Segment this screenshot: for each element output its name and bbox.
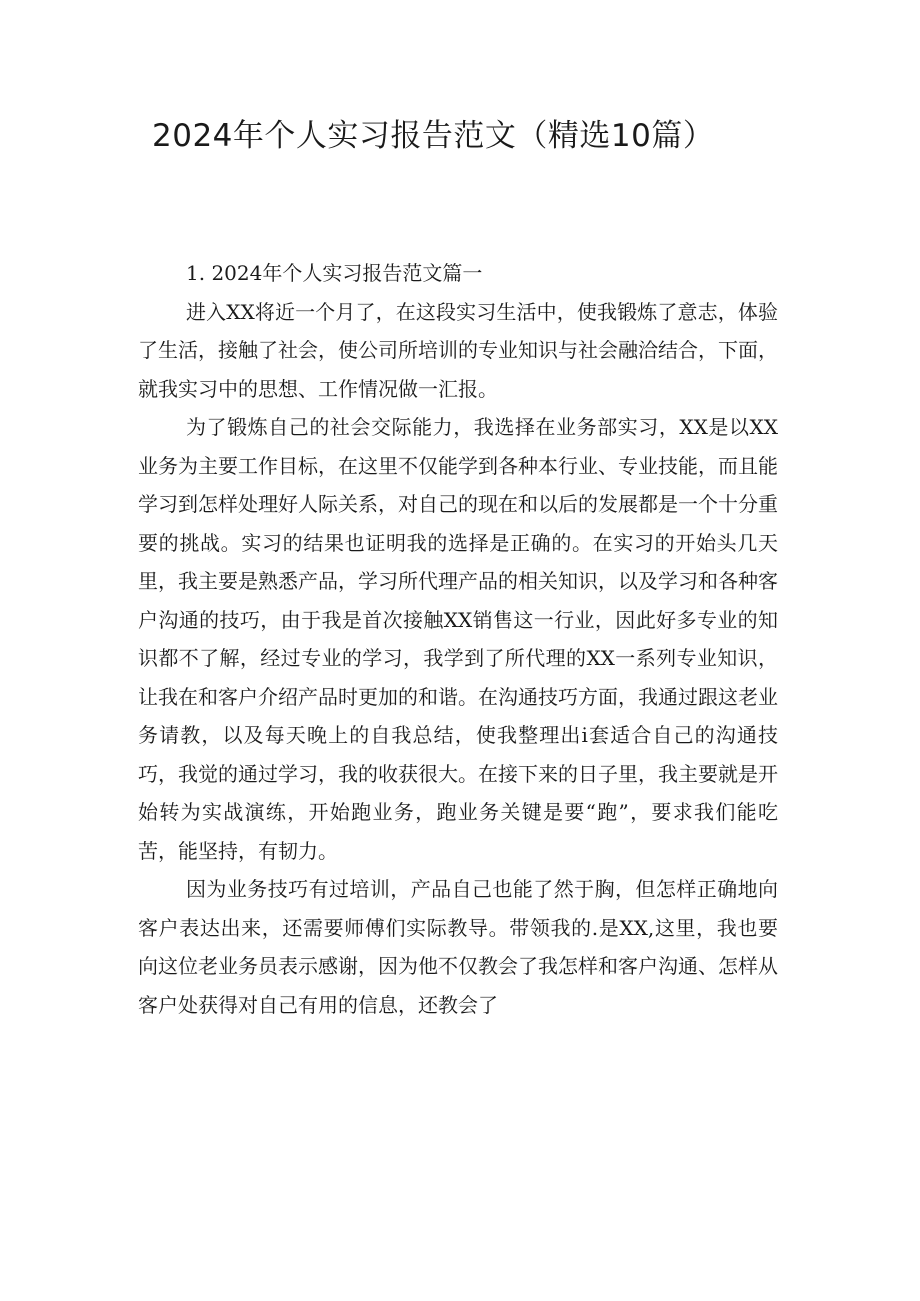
paragraph-1: 进入XX将近一个月了，在这段实习生活中，使我锻炼了意志，体验了生活，接触了社会，使公司所培训的专业知识与社会融洽结合，下面，就我实习中的思想、工作情况做一汇报。 — [138, 299, 778, 401]
paragraph-3: 因为业务技巧有过培训，产品自己也能了然于胸，但怎样正确地向客户表达出来，还需要师傅们实际教导。带领我的.是XX,这里，我也要向这位老业务员表示感谢，因为他不仅教会了我怎样和客户沟通、怎样从客户处获得对自己有用的信息，还教会了 — [138, 877, 778, 1017]
paragraph-2: 为了锻炼自己的社会交际能力，我选择在业务部实习，XX是以XX业务为主要工作目标，在这里不仅能学到各种本行业、专业技能，而且能学习到怎样处理好人际关系，对自己的现在和以后的发展都是一个十分重要的挑战。实习的结果也证明我的选择是正确的。在实习的开始头几天里，我主要是熟悉产品，学习所代理产品的相关知识，以及学习和各种客户沟通的技巧，由于我是首次接触XX销售这一行业，因此好多专业的知识都不了解，经过专业的学习，我学到了所代理的XX一系列专业知识，让我在和客户介绍产品时更加的和谐。在沟通技巧方面，我通过跟这老业务请教，以及每天晚上的自我总结，使我整理出i套适合自己的沟通技巧，我觉的通过学习，我的收获很大。在接下来的日子里，我主要就是开始转为实战演练，开始跑业务，跑业务关键是要“跑”，要求我们能吃苦，能坚持，有韧力。 — [138, 415, 778, 863]
document-body — [138, 254, 778, 1024]
document-title: 2024年个人实习报告范文（精选10篇） — [152, 118, 715, 154]
section-heading: 1. 2024年个人实习报告范文篇一 — [186, 261, 483, 285]
